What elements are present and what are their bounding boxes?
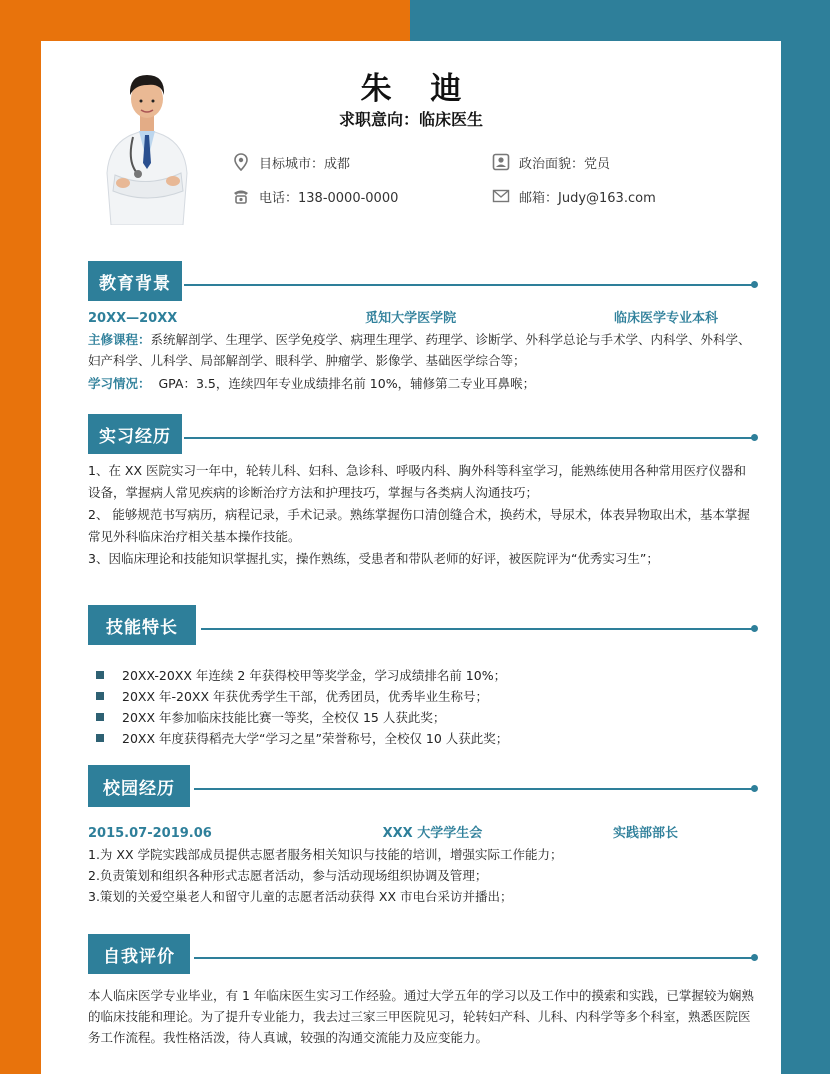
section-dot <box>751 954 758 961</box>
bullet-square-icon <box>96 692 104 700</box>
campus-role: 实践部部长 <box>612 826 678 841</box>
study-status <box>88 373 758 394</box>
courses-text: 系统解剖学、生理学、医学免疫学、病理生理学、药理学、诊断学、外科学总论与手术学、内科学、外科学、妇产科学、儿科学、局部解剖学、眼科学、肿瘤学、影像学、基础医学综合等； <box>88 332 751 368</box>
self-evaluation-text: 本人临床医学专业毕业，有 1 年临床医生实习工作经验。通过大学五年的学习以及工作中的摸索和实践，已掌握较为娴熟的临床技能和理论。为了提升专业能力，我去过三家三甲医院见习，轮转妇产科、儿科、内科学等多个科室，熟悉医院医务工作流程。我性格活泼，待人真诚，较强的沟通交流能力及应变能力。 <box>88 988 754 1045</box>
phone-text: 电话：138-0000-0000 <box>259 190 399 206</box>
section-dot <box>751 625 758 632</box>
section-dot <box>751 785 758 792</box>
section-header <box>88 934 758 974</box>
telephone-icon <box>231 186 251 206</box>
skill-text: 20XX-20XX 年连续 2 年获得校甲等奖学金，学习成绩排名前 10%； <box>122 668 507 683</box>
list-item <box>88 665 758 686</box>
political-status <box>491 152 610 172</box>
section-dot <box>751 281 758 288</box>
skill-text: 20XX 年-20XX 年获优秀学生干部，优秀团员，优秀毕业生称号； <box>122 689 489 704</box>
list-item <box>88 686 758 707</box>
list-item <box>88 707 758 728</box>
section-header <box>88 605 758 645</box>
section-title: 技能特长 <box>88 605 196 645</box>
campus-row <box>88 823 758 844</box>
education-school: 觅知大学医学院 <box>365 311 457 326</box>
section-dot <box>751 434 758 441</box>
candidate-name: 朱 迪 <box>360 71 476 107</box>
section-header <box>88 414 758 454</box>
section-header <box>88 261 758 301</box>
education-section <box>88 261 758 394</box>
campus-section <box>88 765 758 907</box>
courses-label: 主修课程： <box>88 332 151 347</box>
skills-section <box>88 605 758 749</box>
person-badge-icon <box>491 152 511 172</box>
job-intent: 求职意向：临床医生 <box>338 110 483 129</box>
skill-text: 20XX 年度获得稻壳大学“学习之星”荣誉称号，全校仅 10 人获此奖； <box>122 731 509 746</box>
education-row <box>88 308 758 329</box>
skills-list <box>88 665 758 749</box>
section-header <box>88 765 758 807</box>
envelope-icon <box>491 186 511 206</box>
skill-text: 20XX 年参加临床技能比赛一等奖，全校仅 15 人获此奖； <box>122 710 446 725</box>
study-label: 学习情况： <box>88 376 151 391</box>
education-major: 临床医学专业本科 <box>613 311 718 326</box>
study-text: GPA：3.5，连续四年专业成绩排名前 10%，辅修第二专业耳鼻喉； <box>158 376 536 391</box>
self-evaluation-section <box>88 934 758 1048</box>
section-title: 校园经历 <box>88 765 190 807</box>
campus-org: XXX 大学学生会 <box>382 826 483 841</box>
political-status-text: 政治面貌：党员 <box>519 156 611 172</box>
section-divider <box>201 628 756 630</box>
section-divider <box>194 788 756 790</box>
list-item <box>88 728 758 749</box>
bullet-square-icon <box>96 671 104 679</box>
bullet-square-icon <box>96 713 104 721</box>
section-title: 实习经历 <box>88 414 182 454</box>
phone <box>231 186 398 206</box>
target-city-text: 目标城市：成都 <box>259 156 351 172</box>
email <box>491 186 656 206</box>
internship-item: 1、在 XX 医院实习一年中，轮转儿科、妇科、急诊科、呼吸内科、胸外科等科室学习，能熟练使用各种常用医疗仪器和设备，掌握病人常见疾病的诊断治疗方法和护理技巧，掌握与各类病人沟通技巧； <box>88 463 747 500</box>
courses <box>88 329 758 371</box>
section-title: 自我评价 <box>88 934 190 974</box>
resume-paper <box>41 41 781 1074</box>
target-city <box>231 152 350 172</box>
section-divider <box>184 284 756 286</box>
bullet-square-icon <box>96 734 104 742</box>
internship-item: 2、 能够规范书写病历，病程记录，手术记录。熟练掌握伤口清创缝合术，换药术，导尿术，体表异物取出术，基本掌握常见外科临床治疗相关基本操作技能。 <box>88 507 750 544</box>
internship-section <box>88 414 758 570</box>
campus-item: 3.策划的关爱空巢老人和留守儿童的志愿者活动获得 XX 市电台采访并播出； <box>88 889 513 904</box>
campus-item: 2.负责策划和组织各种形式志愿者活动，参与活动现场组织协调及管理； <box>88 868 488 883</box>
section-divider <box>194 957 756 959</box>
location-pin-icon <box>231 152 251 172</box>
education-period: 20XX—20XX <box>88 311 178 326</box>
campus-item: 1.为 XX 学院实践部成员提供志愿者服务相关知识与技能的培训，增强实际工作能力； <box>88 847 563 862</box>
section-divider <box>184 437 756 439</box>
internship-item: 3、因临床理论和技能知识掌握扎实，操作熟练，受患者和带队老师的好评，被医院评为“优秀实习生”； <box>88 551 659 566</box>
section-title: 教育背景 <box>88 261 182 301</box>
email-text: 邮箱：Judy@163.com <box>519 190 656 206</box>
campus-period: 2015.07-2019.06 <box>88 826 212 841</box>
